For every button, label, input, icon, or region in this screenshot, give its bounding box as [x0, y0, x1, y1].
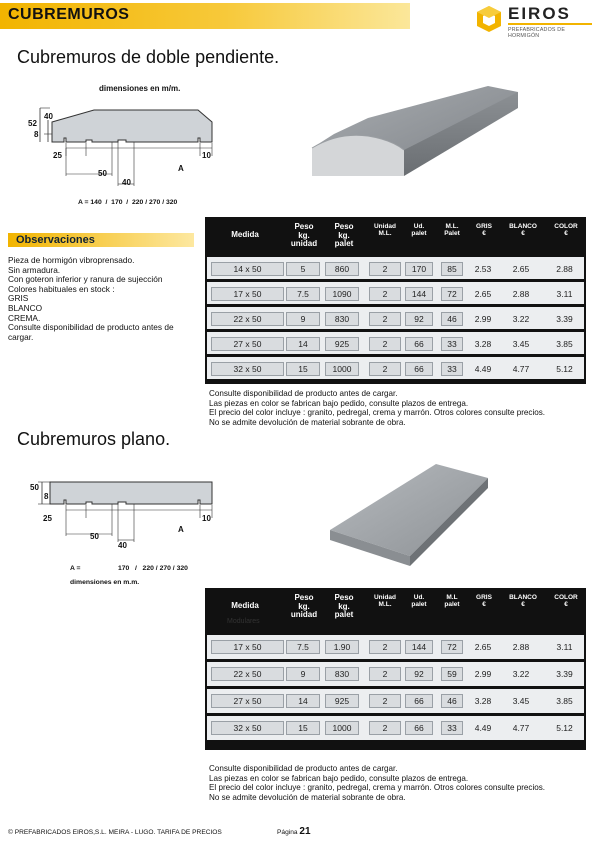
table-cell: 2 — [369, 362, 401, 376]
observacion-line: Sin armadura. — [8, 264, 61, 275]
table-cell: 2 — [369, 262, 401, 276]
table-cell: 33 — [441, 721, 463, 735]
table-cell: 3.85 — [556, 696, 573, 706]
dim-a-label: A — [178, 525, 184, 534]
column-header-line: palet — [334, 239, 354, 248]
column-header-line: kg. — [298, 230, 310, 240]
section1-notes — [209, 389, 545, 427]
column-header-line: GRIS — [476, 594, 492, 601]
table-cell: 925 — [325, 694, 359, 708]
table-cell: 5.12 — [556, 364, 573, 374]
column-header-line: M.L. — [378, 601, 392, 608]
table-cell: 32 x 50 — [211, 721, 284, 735]
note-line: No se admite devolución de material sobrante de obra. — [209, 792, 406, 802]
table-cell: 2.88 — [512, 642, 530, 652]
column-header-line: M.L. — [445, 223, 459, 230]
table-cell: 2.88 — [512, 289, 530, 299]
table-cell: 144 — [405, 640, 433, 654]
dim-50-height-label: 50 — [30, 483, 39, 492]
table-cell: 2.99 — [474, 669, 492, 679]
table-cell: 2 — [369, 337, 401, 351]
section2-profile-diagram — [26, 470, 236, 600]
table-cell: 2.88 — [556, 264, 573, 274]
table-cell: 3.22 — [512, 669, 530, 679]
column-header — [462, 223, 506, 237]
observacion-line: Consulte disponibilidad de producto antes de — [8, 322, 174, 333]
logo-name: EIROS — [508, 4, 571, 23]
column-header-line: € — [521, 230, 525, 237]
table-cell: 2.65 — [474, 289, 492, 299]
column-header-line: M.L — [446, 594, 458, 601]
column-header — [223, 231, 267, 240]
table-cell: 66 — [405, 337, 433, 351]
company-logo — [474, 2, 592, 40]
table-cell: 46 — [441, 312, 463, 326]
page-number — [277, 826, 311, 837]
observacion-line: GRIS — [8, 293, 29, 304]
table-cell: 9 — [286, 312, 320, 326]
table-cell: 33 — [441, 362, 463, 376]
table-cell: 3.11 — [556, 289, 573, 299]
observaciones-title: Observaciones — [16, 234, 95, 246]
dim-25-label: 25 — [53, 151, 62, 160]
table-cell: 3.45 — [512, 696, 530, 706]
doble-pendiente-photo — [308, 84, 522, 190]
note-line: El precio del color incluye : granito, pedregal, crema y marrón. Otros colores consulte precios. — [209, 783, 546, 793]
column-header-line: € — [482, 601, 486, 608]
column-header — [501, 223, 545, 237]
column-header-line: unidad — [290, 239, 318, 248]
page-number-value: 21 — [299, 826, 311, 837]
table-cell: 4.49 — [474, 723, 492, 733]
dim-8-label: 8 — [44, 492, 49, 501]
table-cell: 3.45 — [512, 339, 530, 349]
note-line: Consulte disponibilidad de producto antes de cargar. — [209, 764, 398, 773]
table-cell: 72 — [441, 640, 463, 654]
observaciones-text — [8, 256, 198, 342]
table-cell: 2 — [369, 694, 401, 708]
table-cell: 1090 — [325, 287, 359, 301]
observacion-line: CREMA. — [8, 312, 41, 323]
table-cell: 1000 — [325, 362, 359, 376]
column-header-line: € — [564, 601, 568, 608]
column-header — [282, 223, 326, 249]
flat-profile-drawing — [26, 470, 226, 550]
table-cell: 2 — [369, 667, 401, 681]
table-cell: 3.22 — [512, 314, 530, 324]
section2-notes — [209, 764, 545, 802]
column-header-line: Peso — [334, 222, 354, 231]
dim-40-height-label: 40 — [44, 112, 53, 121]
table-cell: 92 — [405, 667, 433, 681]
table-cell: 3.39 — [556, 669, 573, 679]
table-cell: 3.28 — [474, 339, 492, 349]
table-cell: 15 — [286, 362, 320, 376]
ghost-label: Modulares — [227, 618, 260, 625]
table-cell: 2.99 — [474, 314, 492, 324]
column-header — [462, 594, 506, 608]
table-cell: 2.65 — [512, 264, 530, 274]
note-line: Consulte disponibilidad de producto antes de cargar. — [209, 389, 398, 398]
column-header-line: Medida — [231, 601, 259, 610]
table-cell: 59 — [441, 667, 463, 681]
a-values-label: 170 / 220 / 270 / 320 — [118, 565, 188, 572]
dim-52-label: 52 — [28, 119, 37, 128]
plano-photo — [326, 458, 492, 570]
observacion-line: Colores habituales en stock : — [8, 283, 115, 294]
column-header — [544, 223, 588, 237]
column-header-line: € — [482, 230, 486, 237]
table-cell: 4.49 — [474, 364, 492, 374]
table-cell: 14 x 50 — [211, 262, 284, 276]
table-cell: 2 — [369, 312, 401, 326]
table-cell: 85 — [441, 262, 463, 276]
table-cell: 22 x 50 — [211, 667, 284, 681]
column-header-line: COLOR — [554, 223, 578, 230]
page-title: CUBREMUROS — [8, 6, 130, 23]
table-cell: 3.85 — [556, 339, 573, 349]
column-header-line: Peso — [294, 222, 314, 231]
column-header — [223, 602, 267, 611]
table-cell: 7.5 — [286, 287, 320, 301]
column-header — [322, 223, 366, 249]
a-values-label: A = 140 / 170 / 220 / 270 / 320 — [78, 199, 178, 206]
footer-copyright: © PREFABRICADOS EIROS,S.L. MEIRA - LUGO. TARIFA DE PRECIOS — [8, 829, 222, 836]
column-header-line: BLANCO — [509, 594, 537, 601]
column-header — [501, 594, 545, 608]
column-header-line: Palet — [444, 230, 460, 237]
table-cell: 66 — [405, 721, 433, 735]
table-cell: 14 — [286, 694, 320, 708]
dim-10-label: 10 — [202, 514, 211, 523]
column-header-line: palet — [334, 610, 354, 619]
observacion-line: Con goteron inferior y ranura de sujección — [8, 274, 163, 285]
table-cell: 72 — [441, 287, 463, 301]
logo-underline — [508, 23, 592, 25]
logo-tagline: PREFABRICADOS DE HORMIGÓN — [508, 27, 566, 39]
page-label: Página — [277, 829, 298, 836]
column-header-line: kg. — [298, 601, 310, 611]
column-header-line: unidad — [290, 610, 318, 619]
table-cell: 2 — [369, 721, 401, 735]
table-cell: 144 — [405, 287, 433, 301]
dim-25-label: 25 — [43, 514, 52, 523]
column-header-line: Ud. — [413, 223, 425, 230]
column-header — [544, 594, 588, 608]
column-header-line: COLOR — [554, 594, 578, 601]
table-cell: 2 — [369, 640, 401, 654]
dim-40-width-label: 40 — [118, 541, 127, 550]
column-header-line: palet — [411, 230, 427, 237]
table-cell: 5.12 — [556, 723, 573, 733]
table-cell: 92 — [405, 312, 433, 326]
table-cell: 27 x 50 — [211, 337, 284, 351]
table-cell: 925 — [325, 337, 359, 351]
section2-title: Cubremuros plano. — [17, 429, 171, 449]
column-header-line: € — [521, 601, 525, 608]
note-line: Las piezas en color se fabrican bajo pedido, consulte plazos de entrega. — [209, 773, 469, 783]
table-cell: 2.53 — [474, 264, 492, 274]
column-header-line: Unidad — [373, 594, 397, 601]
note-line: No se admite devolución de material sobrante de obra. — [209, 417, 406, 427]
table-cell: 17 x 50 — [211, 640, 284, 654]
observacion-line: Pieza de hormigón vibroprensado. — [8, 255, 135, 265]
table-cell: 3.11 — [556, 642, 573, 652]
table-cell: 27 x 50 — [211, 694, 284, 708]
table-cell: 33 — [441, 337, 463, 351]
section1-title: Cubremuros de doble pendiente. — [17, 47, 280, 67]
table-cell: 9 — [286, 667, 320, 681]
table-cell: 830 — [325, 312, 359, 326]
column-header-line: Unidad — [373, 223, 397, 230]
column-header-line: GRIS — [476, 223, 492, 230]
table-cell: 3.39 — [556, 314, 573, 324]
diagram-caption: dimensiones en m/m. — [99, 84, 181, 93]
table-cell: 830 — [325, 667, 359, 681]
dim-8-label: 8 — [34, 130, 39, 139]
table-cell: 22 x 50 — [211, 312, 284, 326]
dim-40-width-label: 40 — [122, 178, 131, 187]
cubremuros-doble-pendiente-table — [205, 217, 586, 384]
column-header — [322, 594, 366, 620]
cube-logo-icon — [476, 5, 502, 33]
diagram-caption: dimensiones en m.m. — [70, 579, 140, 586]
a-label: A = — [70, 565, 81, 572]
observacion-line: cargar. — [8, 331, 34, 342]
table-cell: 4.77 — [512, 364, 530, 374]
column-header-line: Medida — [231, 230, 259, 239]
section1-profile-diagram — [26, 82, 226, 212]
column-header-line: Peso — [334, 593, 354, 602]
table-cell: 3.28 — [474, 696, 492, 706]
column-header-line: Peso — [294, 593, 314, 602]
table-cell: 14 — [286, 337, 320, 351]
table-cell: 66 — [405, 694, 433, 708]
column-header-line: palet — [411, 601, 427, 608]
column-header-line: kg. — [338, 230, 350, 240]
table-cell: 2.65 — [474, 642, 492, 652]
table-cell: 1.90 — [325, 640, 359, 654]
table-cell: 15 — [286, 721, 320, 735]
table-cell: 46 — [441, 694, 463, 708]
table-cell: 1000 — [325, 721, 359, 735]
dim-50-label: 50 — [98, 169, 107, 178]
table-cell: 66 — [405, 362, 433, 376]
table-cell: 17 x 50 — [211, 287, 284, 301]
dim-a-label: A — [178, 164, 184, 173]
column-header — [282, 594, 326, 620]
column-header-line: M.L. — [378, 230, 392, 237]
table-cell: 2 — [369, 287, 401, 301]
column-header-line: palet — [444, 601, 460, 608]
table-cell: 170 — [405, 262, 433, 276]
note-line: El precio del color incluye : granito, pedregal, crema y marrón. Otros colores consulte precios. — [209, 408, 546, 418]
table-cell: 860 — [325, 262, 359, 276]
observacion-line: BLANCO — [8, 302, 43, 313]
column-header-line: BLANCO — [509, 223, 537, 230]
column-header-line: € — [564, 230, 568, 237]
dim-50-width-label: 50 — [90, 532, 99, 541]
table-cell: 4.77 — [512, 723, 530, 733]
note-line: Las piezas en color se fabrican bajo pedido, consulte plazos de entrega. — [209, 398, 469, 408]
cubremuros-plano-table — [205, 588, 586, 750]
table-cell: 32 x 50 — [211, 362, 284, 376]
column-header-line: Ud. — [413, 594, 425, 601]
table-cell: 7.5 — [286, 640, 320, 654]
table-cell: 5 — [286, 262, 320, 276]
column-header-line: kg. — [338, 601, 350, 611]
dim-10-label: 10 — [202, 151, 211, 160]
